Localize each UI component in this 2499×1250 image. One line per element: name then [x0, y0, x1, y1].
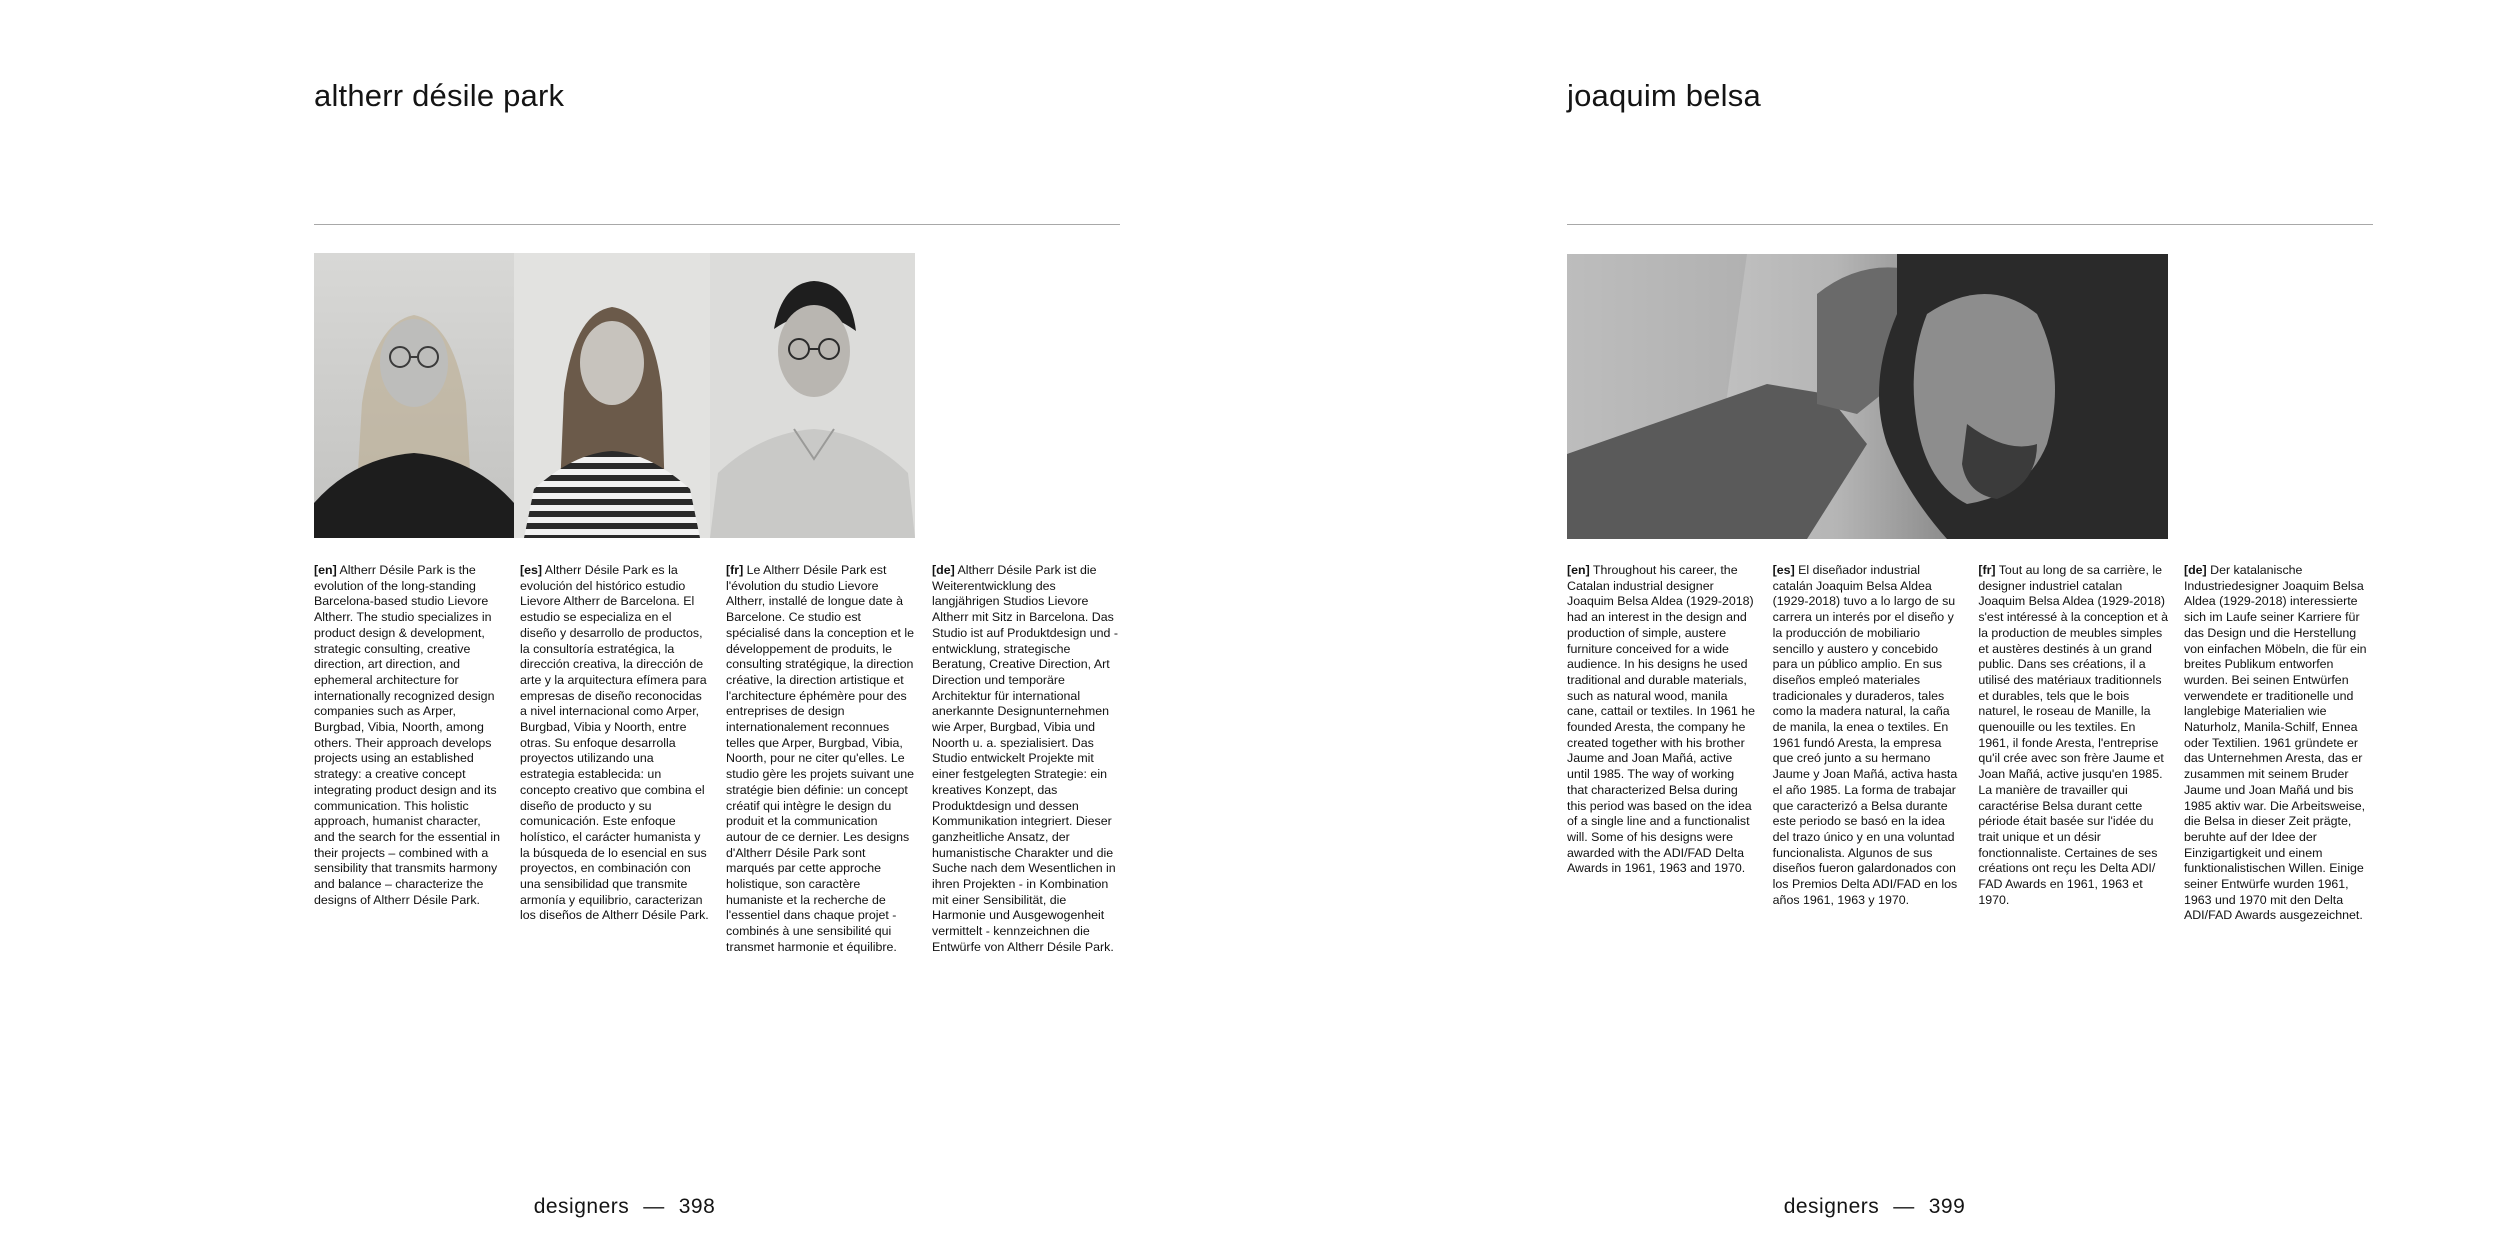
lang-tag: [de] [2183, 563, 2207, 577]
column-text: Altherr Désile Park ist die Weiterentwicklung des langjährigen Studios Lievore Altherr mit Sitz in Barcelona. Das Studio ist auf Produktdesign und -entwicklung, strategische Beratung, Creative Direction, Art Direction und temporäre Architektur für international anerkannte Designunternehmen wie Arper, Burgbad, Vibia und Noorth u. a. spezialisiert. Das Studio entwickelt Projekte mit einer festgelegten Strategie: ein kreatives Konzept, das Produktdesign und dessen Kommunikation integriert. Dieser ganzheitliche Ansatz, der humanistische Charakter und die Suche nach dem Wesentlichen in ihren Projekten - in Kombination mit einer Sensibilität, die Harmonie und Ausgewogenheit vermittelt - kennzeichnen die Entwürfe von Altherr Désile Park. [932, 563, 1118, 954]
portrait-woman-glasses-image [314, 253, 514, 538]
page-title: altherr désile park [314, 78, 565, 113]
text-column-es [1773, 563, 1963, 924]
lang-tag: [es] [520, 563, 543, 577]
column-text: Le Altherr Désile Park est l'évolution du studio Lievore Altherr, installé de longue date à Barcelone. Ce studio est spécialisé dans la conception et le développement de produits, le consulting stratégique, la direction créative, la direction artistique et l'architecture éphémère pour des entreprises de design internationalement reconnues telles que Arper, Burgbad, Vibia, Noorth, pour ne citer qu'elles. Le studio gère les projets suivant une stratégie bien définie: un concept créatif qui intègre le design du produit et la communication autour de ce dernier. Les designs d'Altherr Désile Park sont marqués par cette approche holistique, son caractère humaniste et la recherche de l'essentiel dans chaque projet - combinés à une sensibilité qui transmet harmonie et équilibre. [726, 563, 915, 954]
footer-section: designers [533, 1195, 630, 1218]
column-text: Throughout his career, the Catalan industrial designer Joaquim Belsa Aldea (1929-2018) had an interest in the design and production of simple, austere furniture conceived for a wide audience. In his designs he used traditional and durable materials, such as natural wood, manila cane, cattail or textiles. In 1961 he founded Aresta, the company he created together with his brother Jaume and Joan Mañá, active until 1985. The way of working that characterized Belsa during this period was based on the idea of a single line and a functionalist will. Some of his designs were awarded with the ADI/FAD Delta Awards in 1961, 1963 and 1970. [1567, 563, 1756, 876]
lang-tag: [de] [932, 563, 955, 577]
footer-section: designers [1783, 1195, 1880, 1218]
text-column-es [520, 563, 710, 956]
text-column-de [932, 563, 1122, 956]
column-text: El diseñador industrial catalán Joaquim Belsa Aldea (1929-2018) tuvo a lo largo de su carrera un interés por el diseño y la producción de mobiliario sencillo y austero y concebido para un público amplio. En sus diseños empleó materiales tradicionales y duraderos, tales como la madera natural, la caña de manila, la enea o textiles. En 1961 fundó Aresta, la empresa que creó junto a su hermano Jaume y Joan Mañá, activa hasta el año 1985. La forma de trabajar que caracterizó a Belsa durante este periodo se basó en la idea del trazo único y en una voluntad funcionalista. Algunos de sus diseños fueron galardonados con los Premios Delta ADI/FAD en los años 1961, 1963 y 1970. [1772, 563, 1958, 907]
column-text: Altherr Désile Park es la evolución del histórico estudio Lievore Altherr de Barcelona. El estudio se especializa en el diseño y desarrollo de productos, la consultoría estratégica, la dirección creativa, la dirección de arte y la arquitectura efímera para empresas de diseño reconocidas a nivel internacional como Arper, Burgbad, Vibia y Noorth, entre otras. Su enfoque desarrolla proyectos utilizando una estrategia establecida: un concepto creativo que combina el diseño de producto y su comunicación. Este enfoque holístico, el carácter humanista y la búsqueda de lo esencial en sus proyectos, en combinación con una sensibilidad que transmite armonía y equilibrio, caracterizan los diseños de Altherr Désile Park. [520, 563, 709, 923]
text-column-de [2184, 563, 2374, 924]
page-footer [0, 1195, 1249, 1219]
divider [1567, 224, 2373, 225]
lang-tag: [fr] [726, 563, 744, 577]
text-column-en [314, 563, 504, 956]
text-columns [1567, 563, 2374, 924]
left-page [0, 0, 1249, 1250]
portrait-woman-striped-shirt-image [514, 253, 710, 538]
lang-tag: [en] [314, 563, 337, 577]
text-column-fr [726, 563, 916, 956]
portrait-man-hand-on-head-image [1567, 254, 2168, 539]
page-number: 399 [1928, 1195, 1966, 1218]
column-text: Altherr Désile Park is the evolution of the long-standing Barcelona-based studio Lievore Altherr. The studio specializes in product design & development, strategic consulting, creative direction, art direction, and ephemeral architecture for internationally recognized design companies such as Arper, Burgbad, Vibia, Noorth, among others. Their approach develops projects using an established strategy: a creative concept integrating product design and its communication. This holistic approach, humanist character, and the search for the essential in their projects – combined with a sensibility that transmits harmony and balance – characterize the designs of Altherr Désile Park. [314, 563, 500, 907]
right-page [1250, 0, 2499, 1250]
photo-strip [314, 253, 915, 538]
lang-tag: [fr] [1978, 563, 1996, 577]
photo-strip [1567, 254, 2168, 539]
lang-tag: [en] [1567, 563, 1590, 577]
column-text: Tout au long de sa carrière, le designer industriel catalan Joaquim Belsa Aldea (1929-2018) s'est intéressé à la conception et à la production de meubles simples et austères destinés à un grand public. Dans ses créations, il a utilisé des matériaux traditionnels et durables, tels que le bois naturel, le roseau de Manille, la quenouille ou les textiles. En 1961, il fonde Aresta, l'entreprise qu'il crée avec son frère Jaume et Joan Mañá, active jusqu'en 1985. La manière de travailler qui caractérise Belsa durant cette période était basée sur l'idée du trait unique et un désir fonctionnaliste. Certaines de ses créations ont reçu les Delta ADI/ FAD Awards en 1961, 1963 et 1970. [1978, 563, 2169, 907]
lang-tag: [es] [1772, 563, 1795, 577]
divider [314, 224, 1120, 225]
footer-separator: — [643, 1195, 665, 1218]
portrait-man-glasses-image [710, 253, 915, 538]
text-column-fr [1978, 563, 2168, 924]
page-footer [1250, 1195, 2499, 1219]
footer-separator: — [1893, 1195, 1915, 1218]
text-columns [314, 563, 1122, 956]
page-title: joaquim belsa [1567, 78, 1761, 113]
page-number: 398 [678, 1195, 716, 1218]
text-column-en [1567, 563, 1757, 924]
column-text: Der katalanische Industriedesigner Joaquim Belsa Aldea (1929-2018) interessierte sich im Laufe seiner Karriere für das Design und die Herstellung von einfachen Möbeln, die für ein breites Publikum entworfen wurden. Bei seinen Entwürfen verwendete er traditionelle und langlebige Materialien wie Naturholz, Manila-Schilf, Ennea oder Textilien. 1961 gründete er das Unternehmen Aresta, das er zusammen mit seinem Bruder Jaume und Joan Mañá und bis 1985 aktiv war. Die Arbeitsweise, die Belsa in dieser Zeit prägte, beruhte auf der Idee der Einzigartigkeit und einem funktionalistischen Willen. Einige seiner Entwürfe wurden 1961, 1963 und 1970 mit den Delta ADI/FAD Awards ausgezeichnet. [2183, 563, 2367, 923]
